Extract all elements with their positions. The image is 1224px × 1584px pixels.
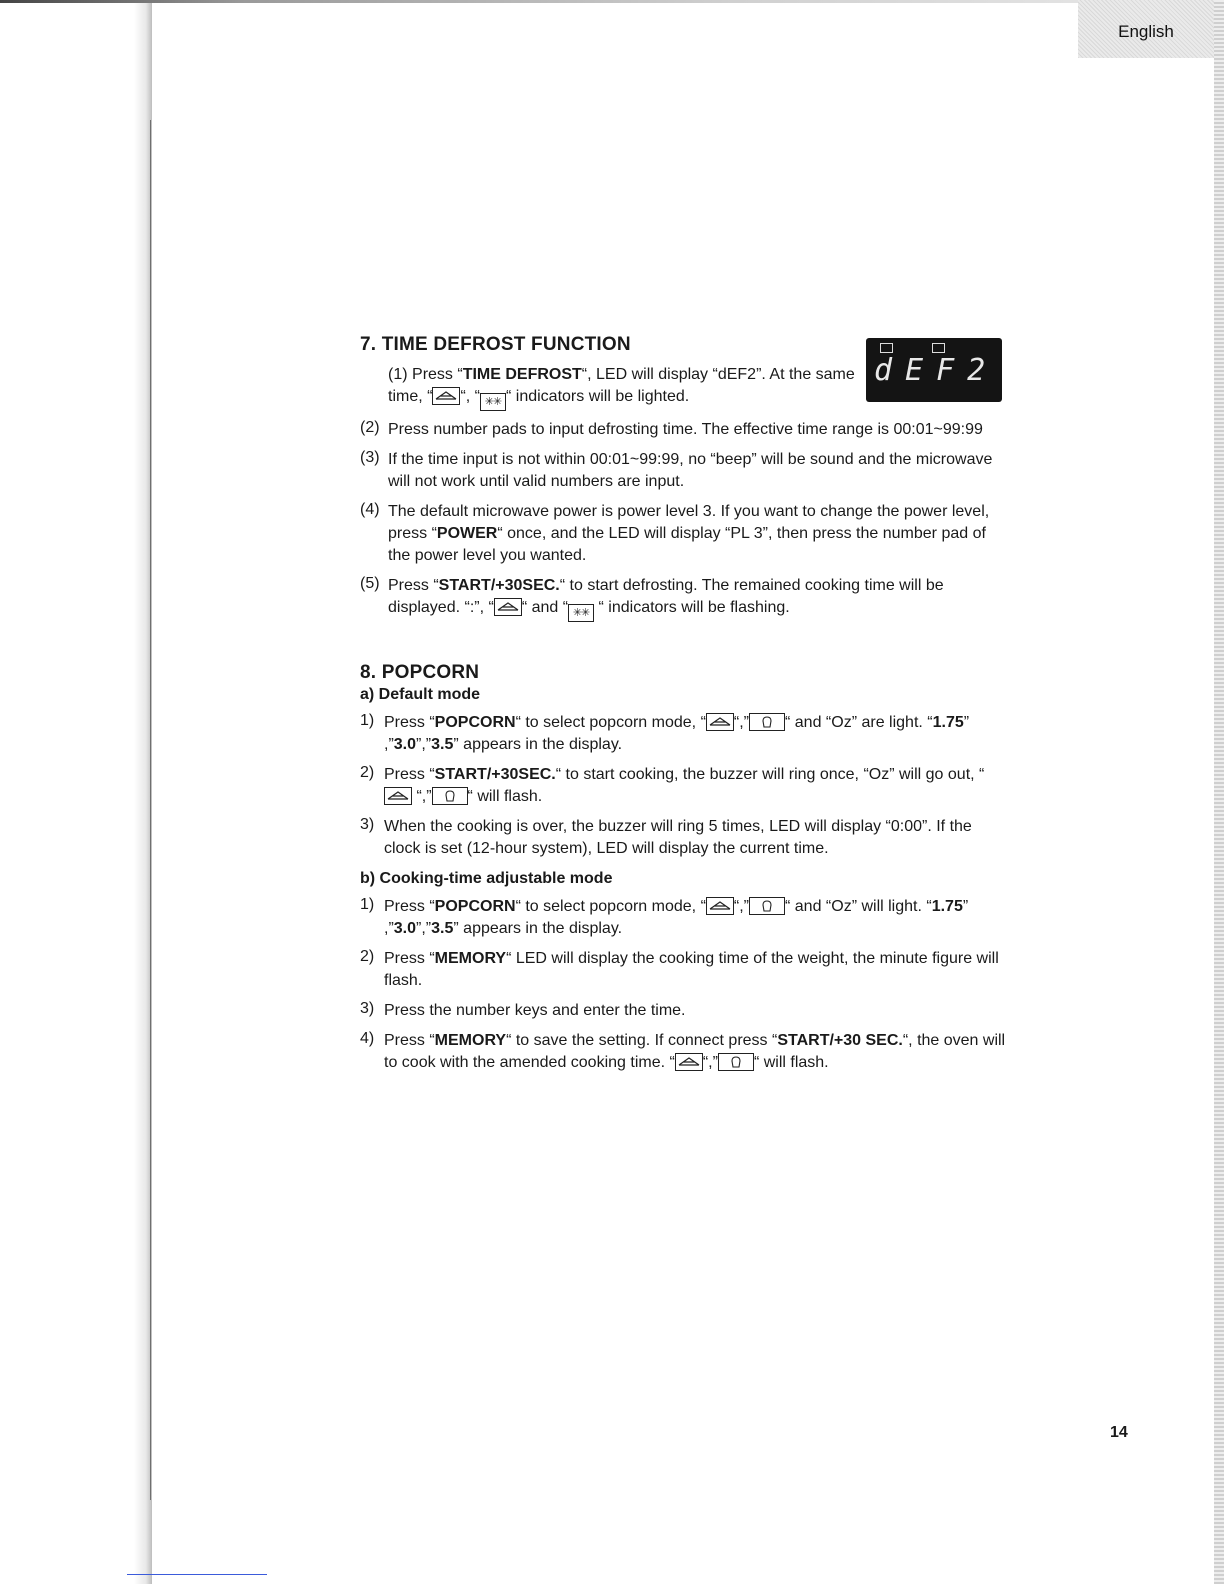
key-name: START/+30 SEC. xyxy=(777,1032,903,1049)
scan-bottom-mark xyxy=(127,1574,267,1575)
step-text: When the cooking is over, the buzzer will ring 5 times, LED will display “0:00”. If the clock is set (12-hour system), LED will display the current time. xyxy=(384,818,972,857)
subsection-title-default-mode: a) Default mode xyxy=(360,686,481,703)
list-item: (5) Press “START/+30SEC.“ to start defrosting. The remained cooking time will be displayed. “:”, “ “ and “ ✳✳ “ indicators will be flashing. xyxy=(360,575,1010,622)
scan-spine-shadow xyxy=(0,0,152,1584)
scan-right-edge xyxy=(1214,0,1224,1584)
key-name: POPCORN xyxy=(434,898,516,915)
microwave-indicator-icon xyxy=(494,598,522,616)
microwave-indicator-icon xyxy=(432,387,460,405)
step-text: (1) Press “TIME DEFROST“, LED will display “dEF2”. At the same time, “ “, “ ✳✳ “ indicators will be lighted. xyxy=(388,364,868,411)
language-tab-label: English xyxy=(1118,22,1174,41)
microwave-indicator-icon xyxy=(706,897,734,915)
list-item: 4) Press “MEMORY“ to save the setting. If connect press “START/+30 SEC.“, the oven will to cook with the amended cooking time. “ “,” “ will flash. xyxy=(360,1030,1010,1074)
key-name: START/+30SEC. xyxy=(438,577,560,594)
list-item: 3) When the cooking is over, the buzzer will ring 5 times, LED will display “0:00”. If the clock is set (12-hour system), LED will display the current time. xyxy=(360,816,1010,860)
section-title-popcorn: 8. POPCORN xyxy=(360,662,480,683)
list-item: (3) If the time input is not within 00:01~99:99, no “beep” will be sound and the microwave will not work until valid numbers are input. xyxy=(360,449,1010,493)
scan-spine-line xyxy=(150,120,151,1500)
step-text: Press “POPCORN“ to select popcorn mode, “ “,” “ and “Oz” are light. “1.75” ,”3.0”,”3.5” appears in the display. xyxy=(384,714,970,753)
list-item: (2) Press number pads to input defrosting time. The effective time range is 00:01~99:99 xyxy=(360,419,1010,441)
page-number: 14 xyxy=(1110,1424,1128,1441)
language-tab xyxy=(1078,0,1214,58)
list-item: 2) Press “START/+30SEC.“ to start cooking, the buzzer will ring once, “Oz” will go out, “ “,” “ will flash. xyxy=(360,764,1010,808)
key-name: TIME DEFROST xyxy=(462,366,582,383)
page-content xyxy=(360,334,1010,1074)
section-title-time-defrost: 7. TIME DEFROST FUNCTION xyxy=(360,334,631,355)
list-item: (4) The default microwave power is power level 3. If you want to change the power level, press “POWER“ once, and the LED will display “PL 3”, then press the number pad of the power level you wanted. xyxy=(360,501,1010,567)
list-item xyxy=(360,364,868,411)
microwave-indicator-icon xyxy=(675,1053,703,1071)
list-item: 1) Press “POPCORN“ to select popcorn mode, “ “,” “ and “Oz” are light. “1.75” ,”3.0”,”3.5” appears in the display. xyxy=(360,712,1010,756)
popcorn-indicator-icon xyxy=(432,787,468,805)
step-text: Press number pads to input defrosting time. The effective time range is 00:01~99:99 xyxy=(388,421,983,438)
step-text: Press “START/+30SEC.“ to start defrosting. The remained cooking time will be displayed. “:”, “ “ and “ ✳✳ “ indicators will be flashing. xyxy=(388,575,1010,622)
list-item: 1) Press “POPCORN“ to select popcorn mode, “ “,” “ and “Oz” will light. “1.75” ,”3.0”,”3.5” appears in the display. xyxy=(360,896,1010,940)
list-item: 3) Press the number keys and enter the time. xyxy=(360,1000,1010,1022)
popcorn-indicator-icon xyxy=(749,713,785,731)
step-text: Press “POPCORN“ to select popcorn mode, “ “,” “ and “Oz” will light. “1.75” ,”3.0”,”3.5” appears in the display. xyxy=(384,898,969,937)
microwave-indicator-icon xyxy=(706,713,734,731)
popcorn-indicator-icon xyxy=(718,1053,754,1071)
step-text: Press “MEMORY“ LED will display the cooking time of the weight, the minute figure will flash. xyxy=(384,950,999,989)
scan-top-edge xyxy=(0,0,1224,3)
popcorn-indicator-icon xyxy=(749,897,785,915)
defrost-indicator-icon: ✳✳ xyxy=(480,393,506,411)
key-name: START/+30SEC. xyxy=(434,766,556,783)
key-name: POWER xyxy=(436,525,498,542)
microwave-indicator-icon xyxy=(384,787,412,805)
step-text: Press “MEMORY“ to save the setting. If connect press “START/+30 SEC.“, the oven will to cook with the amended cooking time. “ “,” “ will flash. xyxy=(384,1032,1006,1071)
key-name: MEMORY xyxy=(434,1032,507,1049)
key-name: MEMORY xyxy=(434,950,507,967)
list-item: 2) Press “MEMORY“ LED will display the cooking time of the weight, the minute figure will flash. xyxy=(360,948,1010,992)
subsection-title-adjustable-mode: b) Cooking-time adjustable mode xyxy=(360,870,613,887)
key-name: POPCORN xyxy=(434,714,516,731)
step-text: Press the number keys and enter the time. xyxy=(384,1002,686,1019)
step-text: If the time input is not within 00:01~99:99, no “beep” will be sound and the microwave will not work until valid numbers are input. xyxy=(388,451,993,490)
defrost-indicator-icon: ✳✳ xyxy=(568,604,594,622)
led-digits: dEF2 xyxy=(874,353,999,388)
step-text: The default microwave power is power level 3. If you want to change the power level, press “POWER“ once, and the LED will display “PL 3”, then press the number pad of the power level you wanted. xyxy=(388,503,990,564)
step-text: Press “START/+30SEC.“ to start cooking, the buzzer will ring once, “Oz” will go out, “ “,” “ will flash. xyxy=(384,766,985,805)
